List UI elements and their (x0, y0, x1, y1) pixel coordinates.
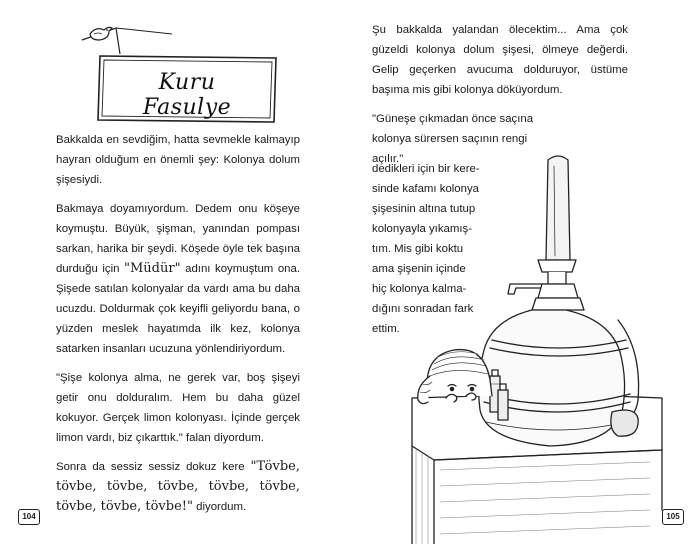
text-line: dedikleri için bir kere- (372, 163, 480, 175)
cologne-dispenser-illustration (350, 150, 700, 544)
paragraph: "Şişe kolonya alma, ne gerek var, boş şişeyi getir onu dolduralım. Hem bu daha güzel kokuyor. Gerçek limon kolonyası. İçinde gerçek limon vardı, biz çıkarttık." falan diyordum. (56, 372, 300, 444)
paragraph: "Güneşe çıkmadan önce saçına kolonya sürersen saçının rengi açılır." (372, 113, 534, 165)
page-number-right: 105 (662, 509, 684, 525)
text-line: ettim. (372, 323, 400, 335)
left-body-text (56, 130, 300, 526)
paragraph: Şu bakkalda yalandan ölecektim... Ama çok güzeldi kolonya dolum şişesi, ölmeye değerdi. Gelip geçerken avucuma dolduruyor, üstüme başıma mis gibi kolonya döküyordum. (372, 24, 628, 96)
paragraph: Sonra da sessiz sessiz dokuz kere "Tövbe, tövbe, tövbe, tövbe, tövbe, tövbe, tövbe, tövbe, tövbe!" diyordum. (56, 459, 300, 514)
paragraph: Bakmaya doyamıyordum. Dedem onu köşeye koymuştu. Büyük, şişman, yanından pompası sarkan, harika bir şeydi. Köşede öyle tek başına durduğu için "Müdür" adını koymuştum ona. Şişede satılan kolonyalar da vardı ama bu daha ucuzdu. Doldurmak çok keyifli geliyordu bana, o yüzden meslek hayatımda ilk kez, kolonya satarken insanları ucuzuna yönlendiriyordum. (56, 203, 300, 355)
text-line: tım. Mis gibi koktu (372, 243, 464, 255)
title-sign (76, 26, 286, 126)
right-body-text (372, 20, 628, 169)
text-line: hiç kolonya kalma- (372, 283, 467, 295)
page-number-left: 104 (18, 509, 40, 525)
paragraph: Bakkalda en sevdiğim, hatta sevmekle kalmayıp hayran olduğum en önemli şey: Kolonya dolum şişesiydi. (56, 134, 300, 186)
tovbe-text: "Tövbe, tövbe, tövbe, tövbe, tövbe, tövbe, tövbe, tövbe, tövbe!" (56, 459, 300, 514)
text-line: sinde kafamı kolonya (372, 183, 480, 195)
text-line: dığını sonradan fark (372, 303, 474, 315)
mudur-name: "Müdür" (124, 261, 181, 276)
text-line: şişesinin altına tutup (372, 203, 476, 215)
text-line: kolonyayla yıkamış- (372, 223, 473, 235)
chapter-title: Kuru Fasulye (142, 70, 232, 120)
text-line: ama şişenin içinde (372, 263, 466, 275)
